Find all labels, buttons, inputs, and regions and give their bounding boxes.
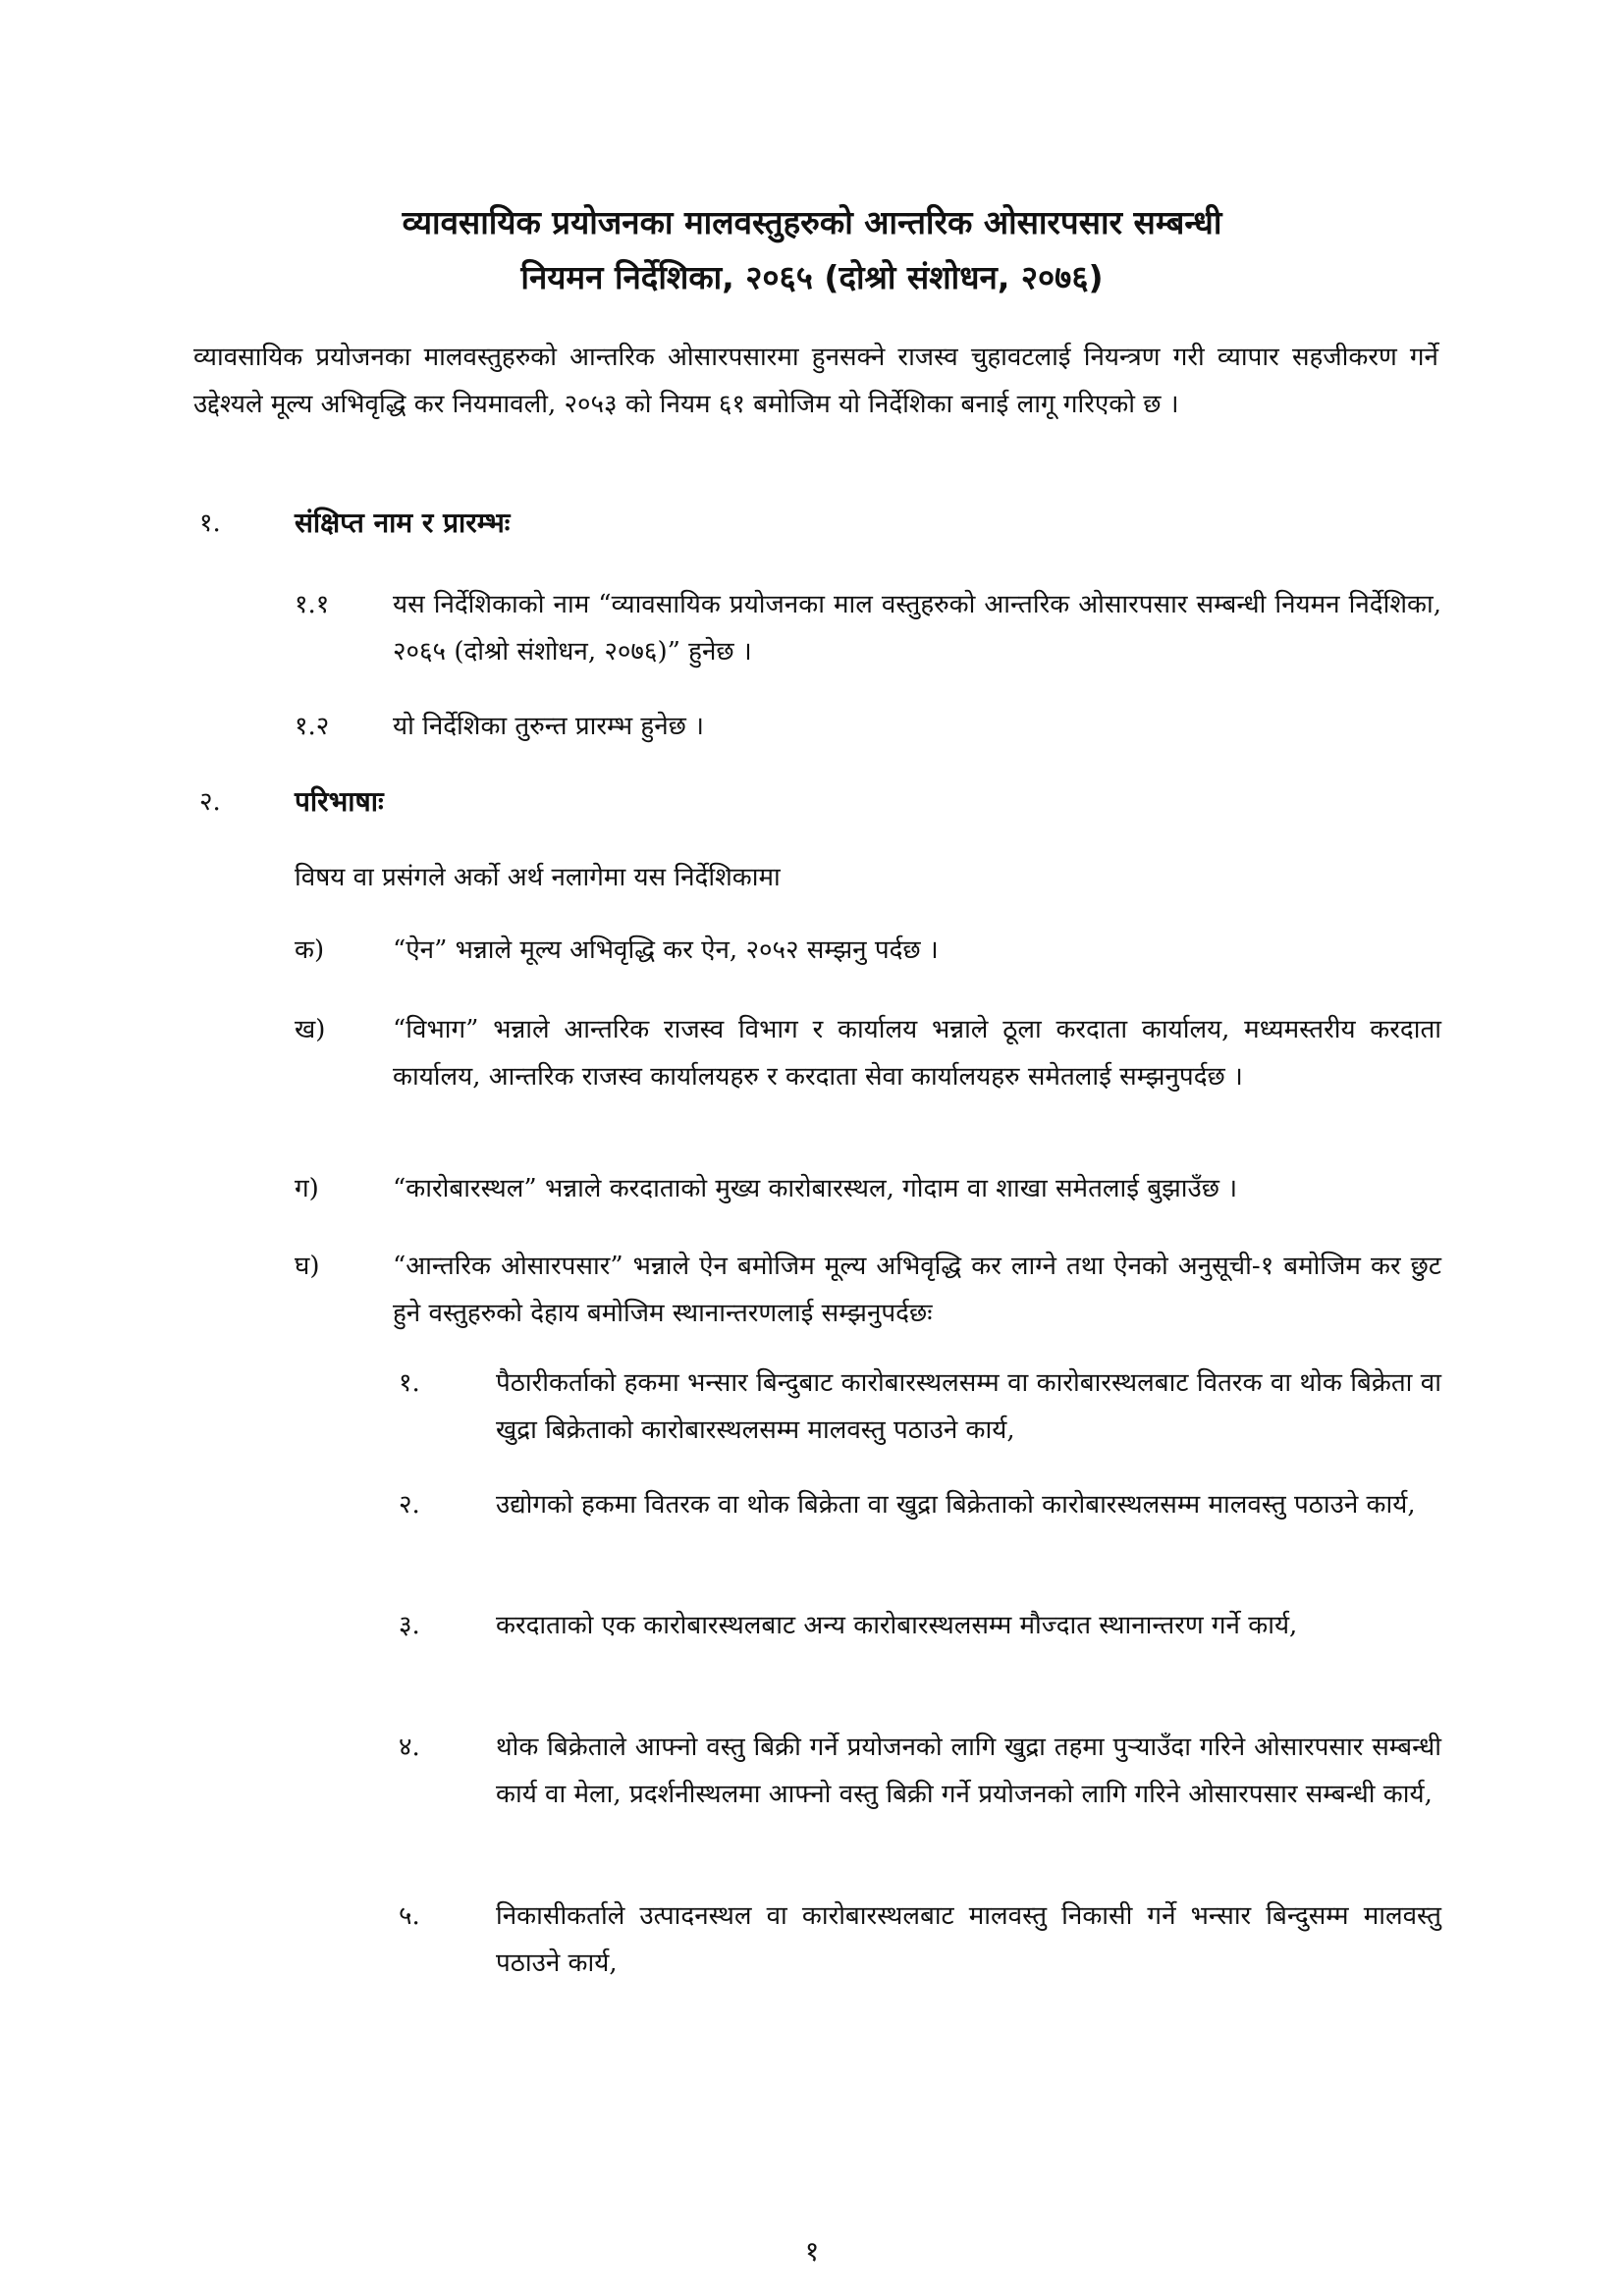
- section-2-number: २.: [199, 787, 221, 817]
- section-2-lead: विषय वा प्रसंगले अर्को अर्थ नलागेमा यस निर्देशिकामा: [295, 863, 781, 892]
- item-1-2-text: यो निर्देशिका तुरुन्त प्रारम्भ हुनेछ ।: [393, 712, 704, 741]
- subitem-2-text: उद्योगको हकमा वितरक वा थोक बिक्रेता वा खुद्रा बिक्रेताको कारोबारस्थलसम्म मालवस्तु पठाउने कार्य,: [496, 1490, 1416, 1520]
- page-number: १: [804, 2235, 820, 2268]
- item-1-1-number: १.१: [295, 590, 330, 619]
- definition-ka-number: क): [295, 935, 325, 965]
- subitem-4-text: थोक बिक्रेताले आफ्नो वस्तु बिक्री गर्ने प्रयोजनको लागि खुद्रा तहमा पुर्‍याउँदा गरिने ओसारपसार सम्बन्धी कार्य वा मेला, प्रदर्शनीस्थलमा आफ्नो वस्तु बिक्री गर्ने प्रयोजनको लागि गरिने ओसारपसार सम्बन्धी कार्य,: [496, 1733, 1441, 1809]
- subitem-5-text: निकासीकर्ताले उत्पादनस्थल वा कारोबारस्थलबाट मालवस्तु निकासी गर्ने भन्सार बिन्दुसम्म मालवस्तु पठाउने कार्य,: [496, 1901, 1441, 1978]
- subitem-5-number: ५.: [399, 1901, 420, 1931]
- item-1-2-number: १.२: [295, 712, 330, 741]
- section-1-heading: संक्षिप्त नाम र प्रारम्भः: [295, 507, 511, 539]
- subitem-1-text: पैठारीकर्ताको हकमा भन्सार बिन्दुबाट कारोबारस्थलसम्म वा कारोबारस्थलबाट वितरक वा थोक बिक्रेता वा खुद्रा बिक्रेताको कारोबारस्थलसम्म मालवस्तु पठाउने कार्य,: [496, 1368, 1441, 1445]
- item-1-1-text: यस निर्देशिकाको नाम “व्यावसायिक प्रयोजनका माल वस्तुहरुको आन्तरिक ओसारपसार सम्बन्धी नियमन निर्देशिका, २०६५ (दोश्रो संशोधन, २०७६)” हुनेछ ।: [393, 590, 1441, 667]
- document-title-line1: व्यावसायिक प्रयोजनका मालवस्तुहरुको आन्तरिक ओसारपसार सम्बन्धी: [402, 203, 1222, 241]
- section-2-heading: परिभाषाः: [295, 785, 384, 818]
- subitem-2-number: २.: [399, 1490, 420, 1520]
- definition-gha-text: “आन्तरिक ओसारपसार” भन्नाले ऐन बमोजिम मूल्य अभिवृद्धि कर लाग्ने तथा ऐनको अनुसूची-१ बमोजिम कर छुट हुने वस्तुहरुको देहाय बमोजिम स्थानान्तरणलाई सम्झनुपर्दछः: [393, 1252, 1441, 1328]
- document-title-line2: नियमन निर्देशिका, २०६५ (दोश्रो संशोधन, २०७६): [520, 258, 1104, 296]
- subitem-1-number: १.: [399, 1368, 420, 1398]
- definition-kha-number: ख): [295, 1015, 326, 1044]
- subitem-3-number: ३.: [399, 1611, 420, 1640]
- intro-paragraph: व्यावसायिक प्रयोजनका मालवस्तुहरुको आन्तरिक ओसारपसारमा हुनसक्ने राजस्व चुहावटलाई नियन्त्रण गरी व्यापार सहजीकरण गर्ने उद्देश्यले मूल्य अभिवृद्धि कर नियमावली, २०५३ को नियम ६१ बमोजिम यो निर्देशिका बनाई लागू गरिएको छ ।: [193, 343, 1438, 419]
- definition-kha-text: “विभाग” भन्नाले आन्तरिक राजस्व विभाग र कार्यालय भन्नाले ठूला करदाता कार्यालय, मध्यमस्तरीय करदाता कार्यालय, आन्तरिक राजस्व कार्यालयहरु र करदाता सेवा कार्यालयहरु समेतलाई सम्झनुपर्दछ ।: [393, 1015, 1441, 1092]
- subitem-4-number: ४.: [399, 1733, 420, 1762]
- definition-gha-number: घ): [295, 1252, 320, 1281]
- subitem-3-text: करदाताको एक कारोबारस्थलबाट अन्य कारोबारस्थलसम्म मौज्दात स्थानान्तरण गर्ने कार्य,: [496, 1611, 1298, 1640]
- definition-ga-number: ग): [295, 1174, 319, 1203]
- section-1-number: १.: [199, 508, 221, 538]
- definition-ga-text: “कारोबारस्थल” भन्नाले करदाताको मुख्य कारोबारस्थल, गोदाम वा शाखा समेतलाई बुझाउँछ ।: [393, 1174, 1238, 1203]
- definition-ka-text: “ऐन” भन्नाले मूल्य अभिवृद्धि कर ऐन, २०५२ सम्झनु पर्दछ ।: [393, 935, 939, 965]
